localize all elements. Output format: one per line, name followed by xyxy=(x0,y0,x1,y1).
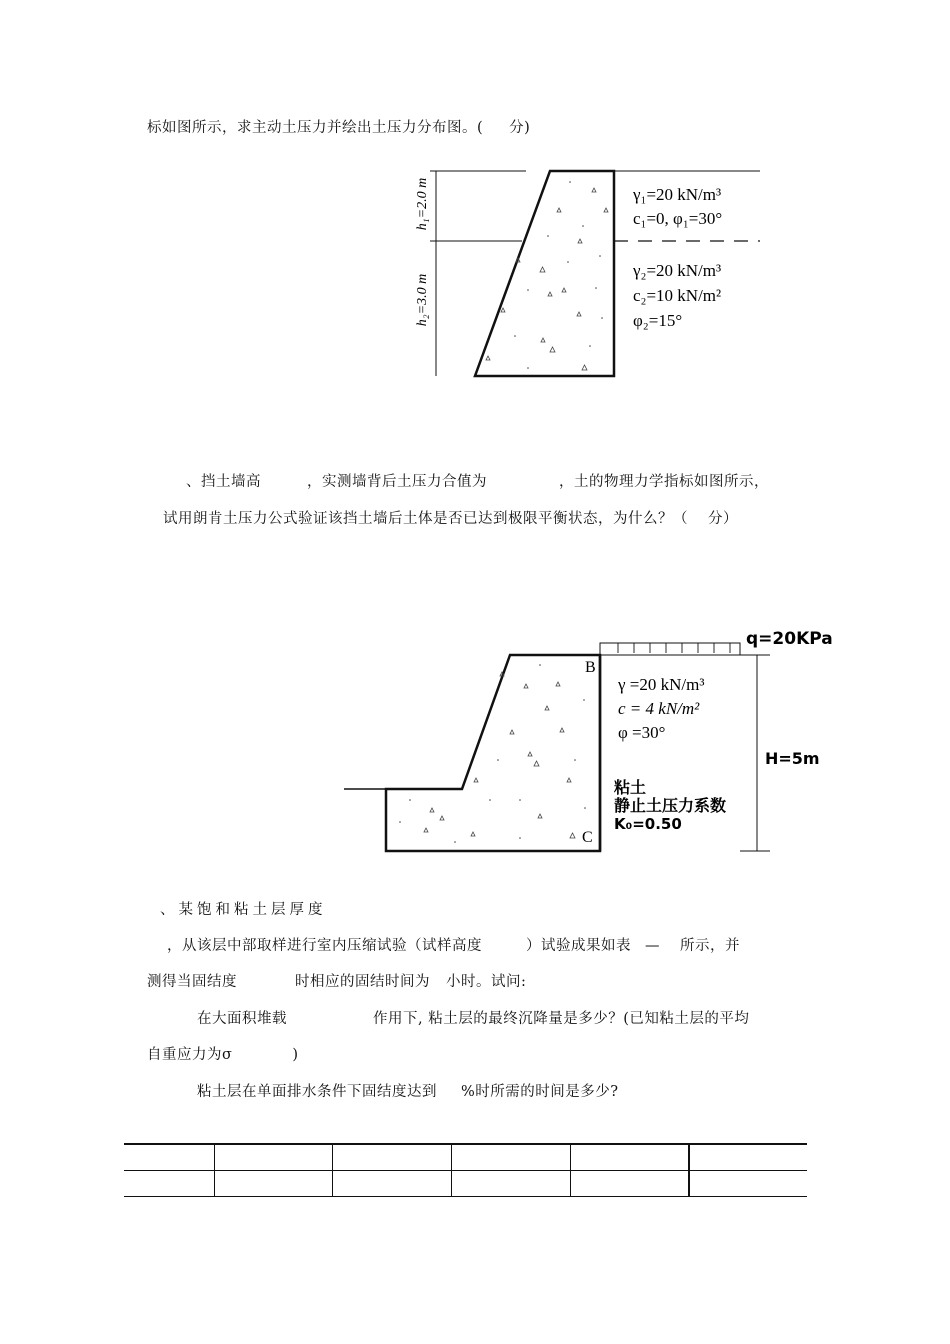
gamma1-label: γ₁=20 kN/m³ xyxy=(633,185,722,204)
problem-2-line-2: 试用朗肯土压力公式验证该挡土墙后土体是否已达到极限平衡状态，为什么？（ 分） xyxy=(163,511,738,527)
surcharge-label: q=20KPa xyxy=(746,629,833,649)
table-row xyxy=(124,1171,807,1197)
compression-test-table xyxy=(124,1143,807,1197)
k0-caption: 静止土压力系数 xyxy=(614,796,727,815)
cohesion-label: c = 4 kN/m² xyxy=(618,699,700,718)
c1-phi1-label: c₁=0, φ₁=30° xyxy=(633,209,723,228)
question-1-line-1: 在大面积堆载 作用下, 粘土层的最终沉降量是多少？(已知粘土层的平均 xyxy=(197,1011,750,1027)
gamma-label: γ =20 kN/m³ xyxy=(618,675,705,694)
surcharge-block xyxy=(600,643,740,655)
point-c-label: C xyxy=(582,829,593,846)
table-cell xyxy=(333,1144,452,1171)
c2-label: c₂=10 kN/m² xyxy=(633,286,722,305)
retaining-wall-figure-2 xyxy=(0,600,950,870)
table-row xyxy=(124,1144,807,1171)
h1-label: h₁=2.0 m xyxy=(415,177,430,231)
point-b-label: B xyxy=(585,659,596,676)
table-cell xyxy=(215,1144,333,1171)
table-cell xyxy=(571,1171,690,1197)
problem-3-title: 、某饱和粘土层厚度 xyxy=(160,902,327,918)
phi2-label: φ₂=15° xyxy=(633,311,683,330)
problem-3-line-2: 测得当固结度 时相应的固结时间为 小时。试问: xyxy=(147,974,527,990)
height-label: H=5m xyxy=(765,749,820,768)
table-cell xyxy=(689,1171,807,1197)
table-cell xyxy=(571,1144,690,1171)
retaining-wall-figure-1 xyxy=(0,0,950,400)
gamma2-label: γ₂=20 kN/m³ xyxy=(633,261,722,280)
table-cell xyxy=(215,1171,333,1197)
surcharge-arrows xyxy=(618,643,730,653)
table-cell xyxy=(452,1171,571,1197)
phi-label: φ =30° xyxy=(618,723,666,742)
table-cell xyxy=(452,1144,571,1171)
table-cell xyxy=(333,1171,452,1197)
retaining-wall-2 xyxy=(386,655,600,851)
k0-value: K₀=0.50 xyxy=(614,815,682,833)
question-2-text: 粘土层在单面排水条件下固结度达到 %时所需的时间是多少? xyxy=(197,1084,619,1100)
retaining-wall xyxy=(475,171,614,376)
problem-1-text: 标如图所示，求主动土压力并绘出土压力分布图。( 分) xyxy=(147,120,531,136)
table-cell xyxy=(124,1144,215,1171)
h2-label: h₂=3.0 m xyxy=(415,273,430,327)
problem-3-line-1: ，从该层中部取样进行室内压缩试验（试样高度 ）试验成果如表 — 所示，并 xyxy=(167,938,740,954)
problem-2-line-1: 、挡土墙高 ，实测墙背后土压力合值为 ，土的物理力学指标如图所示， xyxy=(186,474,769,490)
table-cell xyxy=(124,1171,215,1197)
soil-type-label: 粘土 xyxy=(614,778,647,797)
table-cell xyxy=(689,1144,807,1171)
question-1-line-2: 自重应力为σ ) xyxy=(147,1047,299,1063)
